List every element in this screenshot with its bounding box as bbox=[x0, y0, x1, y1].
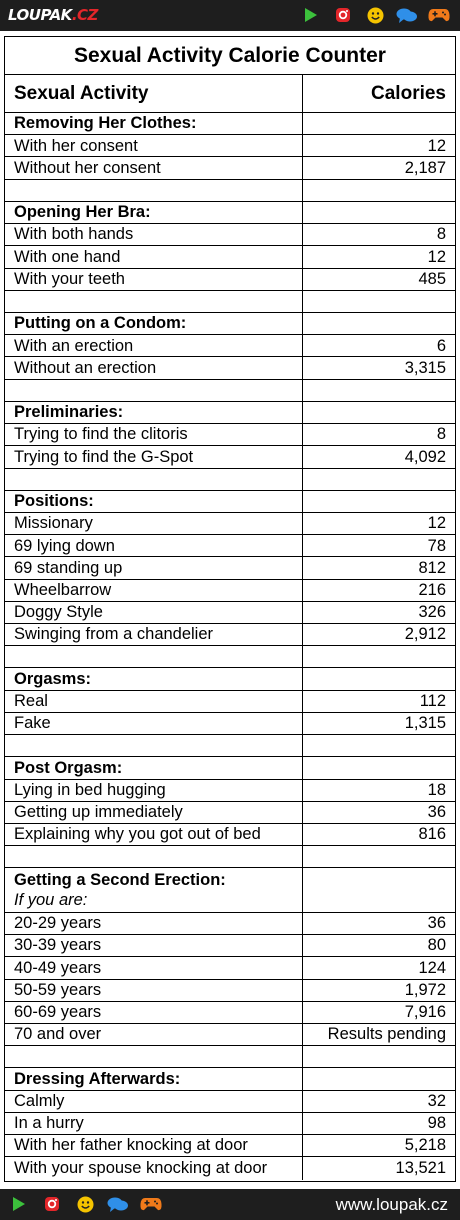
activity-cell: Missionary bbox=[5, 513, 303, 534]
calories-cell: 5,218 bbox=[404, 1136, 446, 1155]
play-icon[interactable] bbox=[8, 1195, 30, 1213]
section-row bbox=[5, 491, 455, 513]
calories-cell: 18 bbox=[427, 780, 446, 799]
table-row bbox=[5, 1024, 455, 1046]
spacer-row bbox=[5, 1046, 455, 1068]
calories-cell: 32 bbox=[427, 1091, 446, 1110]
table-row bbox=[5, 713, 455, 735]
smiley-icon[interactable] bbox=[74, 1195, 96, 1213]
table-row bbox=[5, 913, 455, 935]
calories-cell: Results pending bbox=[327, 1025, 446, 1044]
chat-icon[interactable] bbox=[396, 6, 418, 24]
calories-cell: 13,521 bbox=[395, 1159, 446, 1178]
calories-cell bbox=[303, 113, 455, 134]
calories-cell: 326 bbox=[418, 603, 446, 622]
calorie-table bbox=[4, 36, 456, 1182]
gamepad-icon[interactable] bbox=[428, 6, 450, 24]
activity-cell: In a hurry bbox=[5, 1113, 303, 1134]
top-icon-bar bbox=[300, 6, 450, 24]
table-row bbox=[5, 1091, 455, 1113]
section-row bbox=[5, 1068, 455, 1090]
activity-cell: With both hands bbox=[5, 224, 303, 245]
calories-cell: 8 bbox=[436, 225, 446, 244]
calories-cell bbox=[303, 180, 455, 201]
activity-cell: Without an erection bbox=[5, 357, 303, 378]
calories-cell: 2,187 bbox=[404, 158, 446, 177]
instagram-icon[interactable] bbox=[41, 1195, 63, 1213]
calories-cell bbox=[303, 646, 455, 667]
section-row bbox=[5, 868, 455, 912]
activity-cell: Swinging from a chandelier bbox=[5, 624, 303, 645]
calories-cell: 12 bbox=[427, 514, 446, 533]
activity-cell bbox=[5, 1046, 303, 1067]
gamepad-icon[interactable] bbox=[140, 1195, 162, 1213]
activity-cell bbox=[5, 291, 303, 312]
section-row bbox=[5, 668, 455, 690]
activity-cell bbox=[5, 380, 303, 401]
section-row bbox=[5, 757, 455, 779]
activity-cell: Calmly bbox=[5, 1091, 303, 1112]
table-row bbox=[5, 802, 455, 824]
activity-cell bbox=[5, 469, 303, 490]
activity-cell: With one hand bbox=[5, 246, 303, 267]
table-row bbox=[5, 1002, 455, 1024]
calories-cell: 1,972 bbox=[404, 980, 446, 999]
calories-cell: 4,092 bbox=[404, 447, 446, 466]
section-row bbox=[5, 113, 455, 135]
calories-cell bbox=[303, 491, 455, 512]
table-title: Sexual Activity Calorie Counter bbox=[5, 37, 455, 75]
bottom-bar bbox=[0, 1189, 460, 1220]
activity-cell: Real bbox=[5, 691, 303, 712]
calories-cell bbox=[303, 1046, 455, 1067]
table-row bbox=[5, 424, 455, 446]
activity-cell: Explaining why you got out of bed bbox=[5, 824, 303, 845]
activity-cell: With your teeth bbox=[5, 269, 303, 290]
activity-cell bbox=[5, 868, 303, 911]
activity-cell: Doggy Style bbox=[5, 602, 303, 623]
table-row bbox=[5, 246, 455, 268]
table-row bbox=[5, 135, 455, 157]
activity-cell: 40-49 years bbox=[5, 957, 303, 978]
activity-cell: 50-59 years bbox=[5, 980, 303, 1001]
activity-cell: 20-29 years bbox=[5, 913, 303, 934]
table-row bbox=[5, 1157, 455, 1179]
calories-cell: 3,315 bbox=[404, 358, 446, 377]
activity-cell: Dressing Afterwards: bbox=[5, 1068, 303, 1089]
calories-cell: 78 bbox=[427, 536, 446, 555]
activity-cell: Without her consent bbox=[5, 157, 303, 178]
calories-cell bbox=[303, 757, 455, 778]
table-row bbox=[5, 824, 455, 846]
activity-cell: 69 lying down bbox=[5, 535, 303, 556]
calories-cell: 36 bbox=[427, 914, 446, 933]
calories-cell: 36 bbox=[427, 803, 446, 822]
table-row bbox=[5, 269, 455, 291]
activity-cell: Putting on a Condom: bbox=[5, 313, 303, 334]
section-row bbox=[5, 202, 455, 224]
table-row bbox=[5, 935, 455, 957]
table-row bbox=[5, 957, 455, 979]
instagram-icon[interactable] bbox=[332, 6, 354, 24]
calories-cell: 8 bbox=[436, 425, 446, 444]
section-label: Getting a Second Erection: bbox=[14, 871, 226, 890]
header-calories: Calories bbox=[371, 82, 446, 104]
spacer-row bbox=[5, 846, 455, 868]
table-row bbox=[5, 1113, 455, 1135]
table-row bbox=[5, 980, 455, 1002]
table-row bbox=[5, 780, 455, 802]
activity-cell: Preliminaries: bbox=[5, 402, 303, 423]
section-sublabel: If you are: bbox=[14, 890, 88, 909]
calories-cell bbox=[303, 402, 455, 423]
calories-cell: 112 bbox=[419, 692, 446, 711]
activity-cell: Post Orgasm: bbox=[5, 757, 303, 778]
play-icon[interactable] bbox=[300, 6, 322, 24]
activity-cell: 60-69 years bbox=[5, 1002, 303, 1023]
activity-cell: Trying to find the G-Spot bbox=[5, 446, 303, 467]
calories-cell bbox=[303, 313, 455, 334]
table-row bbox=[5, 224, 455, 246]
activity-cell: Removing Her Clothes: bbox=[5, 113, 303, 134]
calories-cell: 12 bbox=[427, 136, 446, 155]
activity-cell bbox=[5, 646, 303, 667]
calories-cell bbox=[303, 735, 455, 756]
table-row bbox=[5, 624, 455, 646]
calories-cell bbox=[303, 1068, 455, 1089]
activity-cell: Trying to find the clitoris bbox=[5, 424, 303, 445]
activity-cell: Wheelbarrow bbox=[5, 580, 303, 601]
calories-cell: 12 bbox=[427, 247, 446, 266]
calories-cell bbox=[303, 202, 455, 223]
spacer-row bbox=[5, 735, 455, 757]
activity-cell bbox=[5, 735, 303, 756]
activity-cell: With her father knocking at door bbox=[5, 1135, 303, 1156]
calories-cell bbox=[303, 380, 455, 401]
activity-cell: 69 standing up bbox=[5, 557, 303, 578]
calories-cell: 6 bbox=[436, 336, 446, 355]
top-bar bbox=[0, 0, 460, 31]
activity-cell: Positions: bbox=[5, 491, 303, 512]
activity-cell: Orgasms: bbox=[5, 668, 303, 689]
activity-cell: With her consent bbox=[5, 135, 303, 156]
calories-cell: 485 bbox=[418, 269, 446, 288]
calories-cell: 216 bbox=[418, 580, 446, 599]
calories-cell bbox=[303, 846, 455, 867]
calories-cell bbox=[303, 668, 455, 689]
calories-cell: 80 bbox=[427, 936, 446, 955]
table-row bbox=[5, 335, 455, 357]
activity-cell: Getting up immediately bbox=[5, 802, 303, 823]
calories-cell bbox=[303, 469, 455, 490]
table-row bbox=[5, 691, 455, 713]
activity-cell: Fake bbox=[5, 713, 303, 734]
table-row bbox=[5, 1135, 455, 1157]
calories-cell: 124 bbox=[418, 958, 446, 977]
table-row bbox=[5, 535, 455, 557]
calories-cell bbox=[303, 868, 455, 911]
activity-cell bbox=[5, 180, 303, 201]
site-url[interactable]: www.loupak.cz bbox=[335, 1195, 448, 1214]
activity-cell: 30-39 years bbox=[5, 935, 303, 956]
calories-cell: 816 bbox=[418, 825, 446, 844]
activity-cell: 70 and over bbox=[5, 1024, 303, 1045]
table-row bbox=[5, 602, 455, 624]
calories-cell: 1,315 bbox=[404, 714, 446, 733]
spacer-row bbox=[5, 380, 455, 402]
activity-cell: Lying in bed hugging bbox=[5, 780, 303, 801]
header-activity: Sexual Activity bbox=[5, 75, 303, 112]
calories-cell bbox=[303, 291, 455, 312]
table-row bbox=[5, 513, 455, 535]
spacer-row bbox=[5, 469, 455, 491]
smiley-icon[interactable] bbox=[364, 6, 386, 24]
table-body bbox=[5, 113, 455, 1180]
table-row bbox=[5, 357, 455, 379]
section-row bbox=[5, 402, 455, 424]
calories-cell: 812 bbox=[418, 558, 446, 577]
spacer-row bbox=[5, 646, 455, 668]
table-row bbox=[5, 446, 455, 468]
calories-cell: 7,916 bbox=[404, 1003, 446, 1022]
site-logo[interactable]: LOUPAK.CZ bbox=[8, 6, 98, 24]
calories-cell: 98 bbox=[427, 1114, 446, 1133]
activity-cell: With your spouse knocking at door bbox=[5, 1157, 303, 1179]
table-header bbox=[5, 75, 455, 113]
spacer-row bbox=[5, 180, 455, 202]
table-row bbox=[5, 580, 455, 602]
spacer-row bbox=[5, 291, 455, 313]
calories-cell: 2,912 bbox=[404, 625, 446, 644]
section-row bbox=[5, 313, 455, 335]
table-row bbox=[5, 157, 455, 179]
activity-cell bbox=[5, 846, 303, 867]
bottom-icon-bar bbox=[8, 1195, 162, 1213]
table-row bbox=[5, 557, 455, 579]
chat-icon[interactable] bbox=[107, 1195, 129, 1213]
activity-cell: With an erection bbox=[5, 335, 303, 356]
activity-cell: Opening Her Bra: bbox=[5, 202, 303, 223]
